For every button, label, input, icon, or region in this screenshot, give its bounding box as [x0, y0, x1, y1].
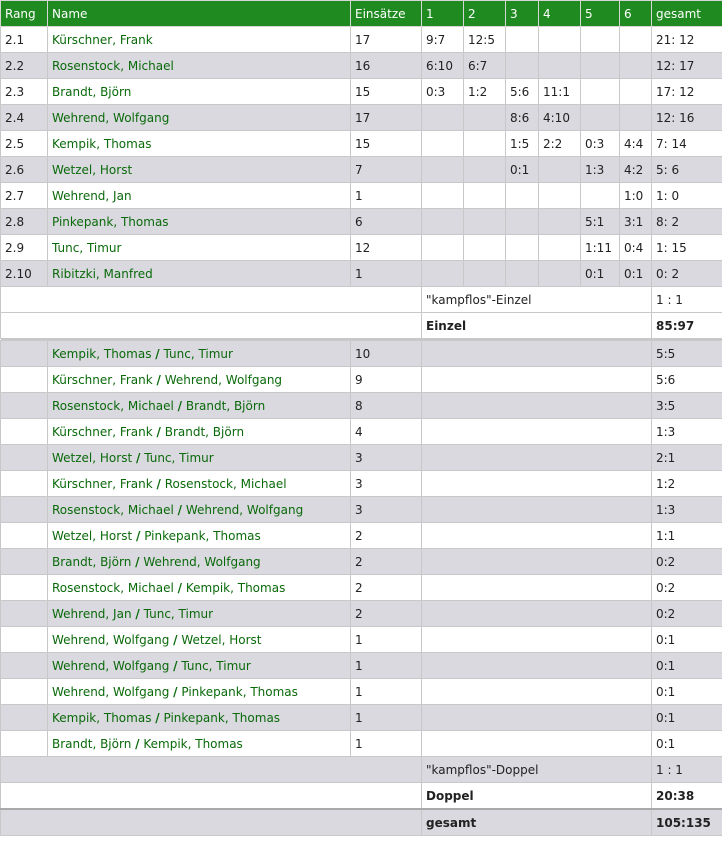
empty-rang-cell	[1, 523, 48, 549]
round-4-score: 11:1	[539, 79, 581, 105]
round-2-score	[464, 131, 506, 157]
round-2-score	[464, 105, 506, 131]
round-3-score	[506, 27, 539, 53]
singles-row	[1, 157, 722, 183]
player-1-name: Brandt, Björn	[52, 736, 132, 751]
round-3-score	[506, 183, 539, 209]
player-name: Rosenstock, Michael	[48, 53, 351, 79]
empty-rounds-cell	[422, 341, 652, 367]
doubles-row	[1, 393, 722, 419]
doubles-row	[1, 731, 722, 757]
doubles-row	[1, 523, 722, 549]
empty-rang-cell	[1, 679, 48, 705]
pair-names	[48, 497, 351, 523]
doubles-row	[1, 601, 722, 627]
pair-separator: /	[155, 710, 160, 725]
player-1-name: Wehrend, Wolfgang	[52, 658, 170, 673]
pair-names	[48, 393, 351, 419]
player-2-name: Wehrend, Wolfgang	[143, 554, 261, 569]
gesamt-cell: 12: 17	[652, 53, 722, 79]
doubles-row	[1, 445, 722, 471]
player-1-name: Rosenstock, Michael	[52, 398, 174, 413]
player-2-name: Wehrend, Wolfgang	[164, 372, 283, 387]
round-3-score	[506, 261, 539, 287]
round-3-score: 0:1	[506, 157, 539, 183]
doubles-row	[1, 497, 722, 523]
empty-rounds-cell	[422, 627, 652, 653]
einsaetze-cell: 8	[351, 393, 422, 419]
einsaetze-cell: 15	[351, 131, 422, 157]
singles-total-row	[1, 313, 722, 339]
empty-rang-cell	[1, 471, 48, 497]
kampflos-doppel-label: "kampflos"-Doppel	[422, 757, 652, 783]
empty-rounds-cell	[422, 393, 652, 419]
pair-names	[48, 575, 351, 601]
player-1-name: Kürschner, Frank	[52, 424, 153, 439]
pair-separator: /	[135, 450, 141, 465]
doppel-total-value: 20:38	[652, 783, 722, 810]
player-1-name: Wetzel, Horst	[52, 528, 133, 543]
round-3-score	[506, 235, 539, 261]
einsaetze-cell: 1	[351, 261, 422, 287]
player-1-name: Rosenstock, Michael	[52, 502, 174, 517]
player-name: Ribitzki, Manfred	[48, 261, 351, 287]
doubles-row	[1, 679, 722, 705]
round-4-score: 4:10	[539, 105, 581, 131]
round-2-score: 12:5	[464, 27, 506, 53]
gesamt-cell: 0:2	[652, 601, 722, 627]
player-1-name: Brandt, Björn	[52, 554, 132, 569]
round-3-score: 8:6	[506, 105, 539, 131]
empty-rounds-cell	[422, 679, 652, 705]
empty-rang-cell	[1, 731, 48, 757]
singles-row	[1, 27, 722, 53]
pair-names	[48, 341, 351, 367]
empty-rounds-cell	[422, 445, 652, 471]
grand-total-row	[1, 809, 722, 836]
pair-separator: /	[135, 528, 141, 543]
doubles-row	[1, 471, 722, 497]
player-1-name: Wehrend, Wolfgang	[52, 684, 170, 699]
header-einsaetze: Einsätze	[351, 1, 422, 27]
empty-rounds-cell	[422, 419, 652, 445]
doubles-total-row	[1, 783, 722, 810]
gesamt-cell: 1: 15	[652, 235, 722, 261]
pair-separator: /	[177, 502, 183, 517]
pair-names	[48, 419, 351, 445]
player-2-name: Pinkepank, Thomas	[144, 528, 261, 543]
empty-cell	[1, 783, 422, 810]
pair-separator: /	[156, 476, 161, 491]
round-4-score	[539, 53, 581, 79]
einsaetze-cell: 17	[351, 105, 422, 131]
einsaetze-cell: 6	[351, 209, 422, 235]
player-name: Pinkepank, Thomas	[48, 209, 351, 235]
player-1-name: Kempik, Thomas	[52, 710, 152, 725]
round-5-score: 1:3	[581, 157, 620, 183]
pair-separator: /	[156, 372, 161, 387]
einsaetze-cell: 7	[351, 157, 422, 183]
gesamt-cell: 21: 12	[652, 27, 722, 53]
pair-separator: /	[135, 736, 140, 751]
einsaetze-cell: 2	[351, 549, 422, 575]
empty-rang-cell	[1, 393, 48, 419]
round-2-score: 6:7	[464, 53, 506, 79]
round-6-score: 0:1	[620, 261, 652, 287]
empty-rounds-cell	[422, 497, 652, 523]
gesamt-cell: 0:2	[652, 549, 722, 575]
pair-separator: /	[173, 658, 178, 673]
doubles-row	[1, 653, 722, 679]
round-5-score: 5:1	[581, 209, 620, 235]
einsaetze-cell: 12	[351, 235, 422, 261]
table-header-row	[1, 1, 722, 27]
rang-cell: 2.2	[1, 53, 48, 79]
pair-separator: /	[156, 424, 161, 439]
empty-rang-cell	[1, 497, 48, 523]
pair-separator: /	[173, 684, 178, 699]
empty-rang-cell	[1, 575, 48, 601]
round-2-score	[464, 183, 506, 209]
player-2-name: Kempik, Thomas	[185, 580, 286, 595]
empty-rang-cell	[1, 445, 48, 471]
gesamt-cell: 3:5	[652, 393, 722, 419]
gesamt-cell: 0:1	[652, 653, 722, 679]
singles-row	[1, 183, 722, 209]
round-1-score	[422, 157, 464, 183]
player-2-name: Wehrend, Wolfgang	[185, 502, 304, 517]
doubles-row	[1, 549, 722, 575]
round-4-score	[539, 235, 581, 261]
singles-kampflos-row	[1, 287, 722, 313]
round-3-score	[506, 53, 539, 79]
round-5-score	[581, 53, 620, 79]
player-2-name: Tunc, Timur	[144, 450, 214, 465]
empty-rang-cell	[1, 601, 48, 627]
kampflos-einzel-value: 1 : 1	[652, 287, 722, 313]
header-round-3: 3	[506, 1, 539, 27]
header-round-5: 5	[581, 1, 620, 27]
round-6-score	[620, 27, 652, 53]
gesamt-cell: 0:2	[652, 575, 722, 601]
gesamt-cell: 5: 6	[652, 157, 722, 183]
round-5-score: 0:3	[581, 131, 620, 157]
einsaetze-cell: 17	[351, 27, 422, 53]
round-3-score	[506, 209, 539, 235]
round-1-score: 9:7	[422, 27, 464, 53]
player-2-name: Brandt, Björn	[185, 398, 266, 413]
player-2-name: Tunc, Timur	[181, 658, 251, 673]
rang-cell: 2.4	[1, 105, 48, 131]
gesamt-cell: 1:3	[652, 419, 722, 445]
round-1-score	[422, 209, 464, 235]
pair-names	[48, 601, 351, 627]
doppel-total-label: Doppel	[422, 783, 652, 810]
round-6-score	[620, 53, 652, 79]
rang-cell: 2.5	[1, 131, 48, 157]
empty-rang-cell	[1, 627, 48, 653]
player-2-name: Rosenstock, Michael	[164, 476, 287, 491]
rang-cell: 2.3	[1, 79, 48, 105]
rang-cell: 2.10	[1, 261, 48, 287]
header-gesamt: gesamt	[652, 1, 722, 27]
doubles-row	[1, 341, 722, 367]
header-round-4: 4	[539, 1, 581, 27]
einsaetze-cell: 3	[351, 471, 422, 497]
gesamt-cell: 0:1	[652, 705, 722, 731]
doubles-row	[1, 705, 722, 731]
round-2-score	[464, 261, 506, 287]
rang-cell: 2.7	[1, 183, 48, 209]
empty-rounds-cell	[422, 653, 652, 679]
empty-rounds-cell	[422, 523, 652, 549]
gesamt-cell: 0: 2	[652, 261, 722, 287]
empty-cell	[1, 757, 422, 783]
einsaetze-cell: 9	[351, 367, 422, 393]
player-1-name: Wehrend, Jan	[52, 606, 132, 621]
empty-rang-cell	[1, 341, 48, 367]
header-name: Name	[48, 1, 351, 27]
pair-names	[48, 523, 351, 549]
player-2-name: Kempik, Thomas	[143, 736, 243, 751]
singles-row	[1, 105, 722, 131]
player-1-name: Kürschner, Frank	[52, 372, 153, 387]
pair-names	[48, 731, 351, 757]
empty-rang-cell	[1, 419, 48, 445]
pair-names	[48, 471, 351, 497]
empty-rounds-cell	[422, 471, 652, 497]
empty-cell	[1, 313, 422, 339]
player-name: Kempik, Thomas	[48, 131, 351, 157]
round-3-score: 1:5	[506, 131, 539, 157]
empty-rang-cell	[1, 367, 48, 393]
round-5-score: 0:1	[581, 261, 620, 287]
doubles-kampflos-row	[1, 757, 722, 783]
player-1-name: Rosenstock, Michael	[52, 580, 174, 595]
round-1-score	[422, 105, 464, 131]
pair-names	[48, 653, 351, 679]
player-1-name: Kürschner, Frank	[52, 476, 153, 491]
header-round-2: 2	[464, 1, 506, 27]
gesamt-cell: 0:1	[652, 679, 722, 705]
einsaetze-cell: 4	[351, 419, 422, 445]
table-body	[1, 27, 722, 836]
einsaetze-cell: 2	[351, 523, 422, 549]
einsaetze-cell: 1	[351, 705, 422, 731]
round-2-score: 1:2	[464, 79, 506, 105]
round-4-score	[539, 27, 581, 53]
gesamt-cell: 1:3	[652, 497, 722, 523]
singles-row	[1, 131, 722, 157]
round-2-score	[464, 157, 506, 183]
einsaetze-cell: 2	[351, 575, 422, 601]
round-4-score	[539, 157, 581, 183]
einsaetze-cell: 1	[351, 183, 422, 209]
round-6-score: 4:2	[620, 157, 652, 183]
pair-names	[48, 627, 351, 653]
player-1-name: Wehrend, Wolfgang	[52, 632, 170, 647]
rang-cell: 2.6	[1, 157, 48, 183]
round-5-score: 1:11	[581, 235, 620, 261]
empty-rang-cell	[1, 653, 48, 679]
player-1-name: Kempik, Thomas	[52, 346, 152, 361]
pair-separator: /	[135, 606, 140, 621]
einsaetze-cell: 1	[351, 627, 422, 653]
player-name: Wetzel, Horst	[48, 157, 351, 183]
round-5-score	[581, 183, 620, 209]
einsaetze-cell: 3	[351, 445, 422, 471]
doubles-row	[1, 419, 722, 445]
round-6-score	[620, 79, 652, 105]
grand-total-label: gesamt	[422, 809, 652, 836]
empty-rang-cell	[1, 705, 48, 731]
rang-cell: 2.1	[1, 27, 48, 53]
singles-row	[1, 53, 722, 79]
pair-names	[48, 549, 351, 575]
pair-names	[48, 679, 351, 705]
gesamt-cell: 5:5	[652, 341, 722, 367]
round-1-score	[422, 261, 464, 287]
empty-rounds-cell	[422, 705, 652, 731]
player-2-name: Pinkepank, Thomas	[181, 684, 298, 699]
gesamt-cell: 7: 14	[652, 131, 722, 157]
round-4-score	[539, 209, 581, 235]
round-6-score	[620, 105, 652, 131]
player-2-name: Tunc, Timur	[143, 606, 214, 621]
einzel-total-label: Einzel	[422, 313, 652, 339]
player-name: Wehrend, Wolfgang	[48, 105, 351, 131]
round-6-score: 4:4	[620, 131, 652, 157]
empty-rounds-cell	[422, 367, 652, 393]
round-6-score: 3:1	[620, 209, 652, 235]
pair-names	[48, 705, 351, 731]
round-2-score	[464, 235, 506, 261]
einsaetze-cell: 15	[351, 79, 422, 105]
round-4-score	[539, 183, 581, 209]
player-2-name: Brandt, Björn	[164, 424, 245, 439]
einsaetze-cell: 1	[351, 653, 422, 679]
einzel-total-value: 85:97	[652, 313, 722, 339]
singles-row	[1, 209, 722, 235]
round-6-score: 0:4	[620, 235, 652, 261]
pair-names	[48, 367, 351, 393]
grand-total-value: 105:135	[652, 809, 722, 836]
round-1-score	[422, 183, 464, 209]
round-6-score: 1:0	[620, 183, 652, 209]
gesamt-cell: 0:1	[652, 627, 722, 653]
player-2-name: Tunc, Timur	[163, 346, 233, 361]
kampflos-einzel-label: "kampflos"-Einzel	[422, 287, 652, 313]
pair-separator: /	[177, 398, 183, 413]
einsaetze-cell: 1	[351, 679, 422, 705]
einsaetze-cell: 16	[351, 53, 422, 79]
player-2-name: Wetzel, Horst	[181, 632, 262, 647]
round-1-score: 0:3	[422, 79, 464, 105]
empty-rounds-cell	[422, 601, 652, 627]
pair-separator: /	[155, 346, 160, 361]
round-4-score	[539, 261, 581, 287]
rang-cell: 2.8	[1, 209, 48, 235]
empty-cell	[1, 287, 422, 313]
doubles-row	[1, 627, 722, 653]
pair-separator: /	[177, 580, 183, 595]
einsaetze-cell: 1	[351, 731, 422, 757]
player-2-name: Pinkepank, Thomas	[163, 710, 281, 725]
round-1-score	[422, 235, 464, 261]
singles-row	[1, 261, 722, 287]
header-rang: Rang	[1, 1, 48, 27]
empty-rang-cell	[1, 549, 48, 575]
gesamt-cell: 1:1	[652, 523, 722, 549]
player-name: Kürschner, Frank	[48, 27, 351, 53]
rang-cell: 2.9	[1, 235, 48, 261]
gesamt-cell: 8: 2	[652, 209, 722, 235]
round-5-score	[581, 27, 620, 53]
round-3-score: 5:6	[506, 79, 539, 105]
pair-separator: /	[135, 554, 140, 569]
pair-names	[48, 445, 351, 471]
gesamt-cell: 0:1	[652, 731, 722, 757]
kampflos-doppel-value: 1 : 1	[652, 757, 722, 783]
empty-rounds-cell	[422, 731, 652, 757]
round-1-score: 6:10	[422, 53, 464, 79]
round-1-score	[422, 131, 464, 157]
round-2-score	[464, 209, 506, 235]
round-5-score	[581, 79, 620, 105]
einsaetze-cell: 2	[351, 601, 422, 627]
gesamt-cell: 1:2	[652, 471, 722, 497]
gesamt-cell: 17: 12	[652, 79, 722, 105]
gesamt-cell: 2:1	[652, 445, 722, 471]
gesamt-cell: 1: 0	[652, 183, 722, 209]
gesamt-cell: 12: 16	[652, 105, 722, 131]
singles-row	[1, 235, 722, 261]
header-round-6: 6	[620, 1, 652, 27]
player-name: Tunc, Timur	[48, 235, 351, 261]
round-5-score	[581, 105, 620, 131]
round-4-score: 2:2	[539, 131, 581, 157]
pair-separator: /	[173, 632, 178, 647]
singles-row	[1, 79, 722, 105]
player-name: Wehrend, Jan	[48, 183, 351, 209]
doubles-row	[1, 575, 722, 601]
einsaetze-cell: 3	[351, 497, 422, 523]
player-name: Brandt, Björn	[48, 79, 351, 105]
einsaetze-cell: 10	[351, 341, 422, 367]
gesamt-cell: 5:6	[652, 367, 722, 393]
empty-rounds-cell	[422, 575, 652, 601]
empty-cell	[1, 809, 422, 836]
doubles-row	[1, 367, 722, 393]
player-1-name: Wetzel, Horst	[52, 450, 133, 465]
empty-rounds-cell	[422, 549, 652, 575]
header-round-1: 1	[422, 1, 464, 27]
